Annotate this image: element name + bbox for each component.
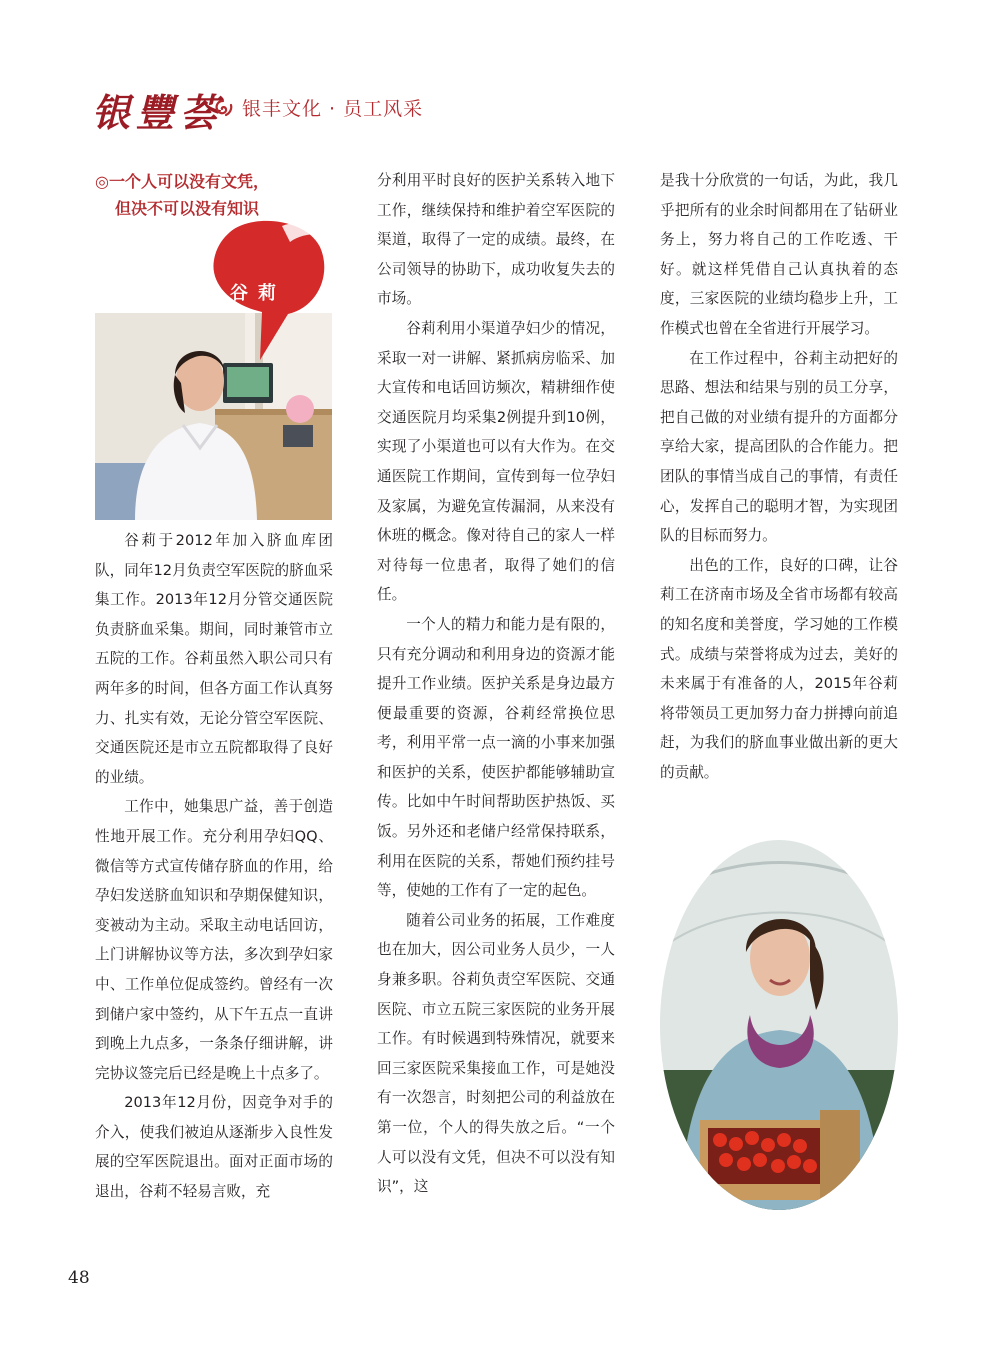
paragraph: 分利用平时良好的医护关系转入地下工作，继续保持和维护着空军医院的渠道，取得了一定的成绩。最终，在公司领导的协助下，成功收复失去的市场。 xyxy=(377,172,615,308)
paragraph: 随着公司业务的拓展，工作难度也在加大，因公司业务人员少，一人身兼多职。谷莉负责空军医院、交通医院、市立五院三家医院的业务开展工作。有时候遇到特殊情况，就要来回三家医院采集接血工作，可是她没有一次怨言，时刻把公司的利益放在第一位，个人的得失放之后。“一个人可以没有文凭，但决不可以没有知识”，这 xyxy=(377,911,615,1196)
paragraph: 谷莉于2012年加入脐血库团队，同年12月负责空军医院的脐血采集工作。2013年12月分管交通医院负责脐血采集。期间，同时兼管市立五院的工作。谷莉虽然入职公司只有两年多的时间，但各方面工作认真努力、扎实有效，无论分管空军医院、交通医院还是市立五院都取得了良好的业绩。 xyxy=(95,532,333,786)
page-number: 48 xyxy=(68,1268,90,1288)
paragraph: 是我十分欣赏的一句话，为此，我几乎把所有的业余时间都用在了钻研业务上，努力将自己的工作吃透、干好。就这样凭借自己认真执着的态度，三家医院的业绩均稳步上升，工作模式也曾在全省进行开展学习。 xyxy=(660,172,898,337)
paragraph: 2013年12月份，因竞争对手的介入，使我们被迫从逐渐步入良性发展的空军医院退出。面对正面市场的退出，谷莉不轻易言败，充 xyxy=(95,1094,333,1201)
paragraph: 在工作过程中，谷莉主动把好的思路、想法和结果与别的员工分享，把自己做的对业绩有提升的方面都分享给大家，提高团队的合作能力。把团队的事情当成自己的事情，有责任心，发挥自己的聪明才智，为实现团队的目标而努力。 xyxy=(660,349,898,545)
paragraph: 出色的工作，良好的口碑，让谷莉工在济南市场及全省市场都有较高的知名度和美誉度，学习她的工作模式。成绩与荣誉将成为过去，美好的未来属于有准备的人，2015年谷莉将带领员工更加努力奋力拼搏向前追赶，为我们的脐血事业做出新的更大的贡献。 xyxy=(660,556,898,781)
pull-quote-line-2: 但决不可以没有知识 xyxy=(115,199,260,218)
swirl-icon xyxy=(212,98,234,120)
paragraph: 谷莉利用小渠道孕妇少的情况，采取一对一讲解、紧抓病房临采、加大宣传和电话回访频次，精耕细作使交通医院月均采集2例提升到10例，实现了小渠道也可以有大作为。在交通医院工作期间，宣传到每一位孕妇及家属，为避免宣传漏洞，从来没有休班的概念。像对待自己的家人一样对待每一位患者，取得了她们的信任。 xyxy=(377,319,615,604)
article-column-2 xyxy=(377,166,615,1202)
article-column-3 xyxy=(660,166,898,787)
pull-quote-line-1: ◎一个人可以没有文凭， xyxy=(95,172,269,191)
magazine-logo: 银豐荟 xyxy=(92,90,225,135)
paragraph: 工作中，她集思广益，善于创造性地开展工作。充分利用孕妇QQ、微信等方式宣传储存脐血的作用，给孕妇发送脐血知识和孕期保健知识，变被动为主动。采取主动电话回访，上门讲解协议等方法，多次到孕妇家中、工作单位促成签约。曾经有一次到储户家中签约，从下午五点一直讲到晚上九点多，一条条仔细讲解，讲完协议签完后已经是晚上十点多了。 xyxy=(95,798,333,1082)
paragraph: 一个人的精力和能力是有限的，只有充分调动和利用身边的资源才能提升工作业绩。医护关系是身边最方便最重要的资源，谷莉经常换位思考，利用平常一点一滴的小事来加强和医护的关系，使医护都能够辅助宣传。比如中午时间帮助医护热饭、买饭。另外还和老储户经常保持联系，利用在医院的关系，帮她们预约挂号等，使她的工作有了一定的起色。 xyxy=(377,615,615,900)
employee-name-tag: 谷莉 xyxy=(230,283,286,304)
article-column-1 xyxy=(95,526,333,1207)
section-title: 银丰文化 · 员工风采 xyxy=(242,98,424,120)
employee-strawberry-photo xyxy=(660,840,898,1210)
